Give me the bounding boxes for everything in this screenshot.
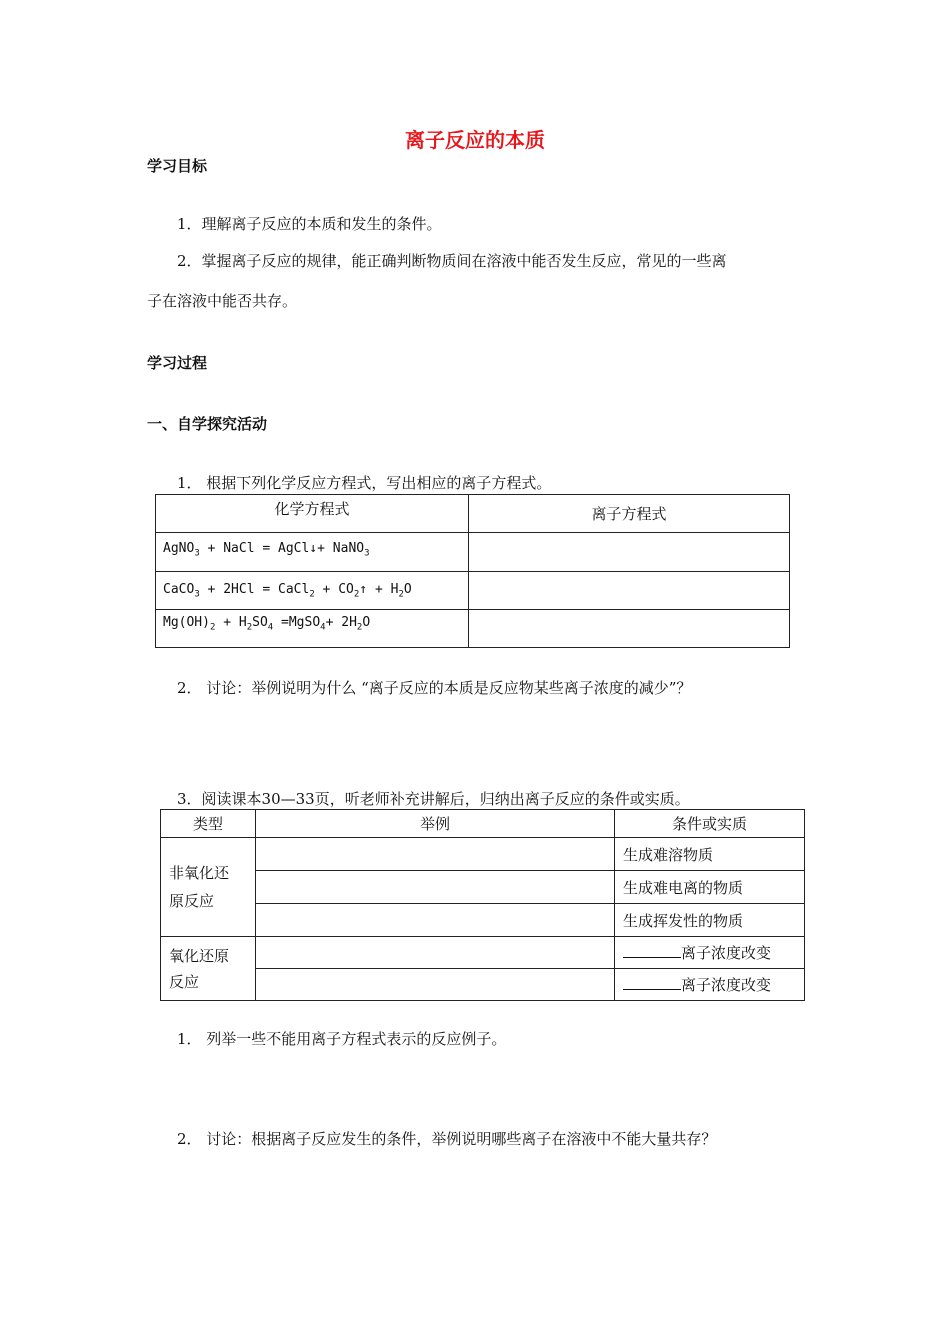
condition-table-header-example: 举例	[256, 810, 615, 838]
practice-2: 2． 讨论：根据离子反应发生的条件，举例说明哪些离子在溶液中不能大量共存？	[177, 1130, 717, 1148]
equation-row-3: $Mg(OH)_2 + H_2SO_4$ =MgSO$_4$+ $2H_2O$	[156, 610, 469, 648]
equation-table	[155, 494, 790, 648]
type-redox: 氧化还原 反应	[161, 937, 256, 1001]
condition-cell-4: 离子浓度改变	[615, 937, 805, 969]
condition-table	[160, 809, 805, 1001]
objective-item-2-line-2: 子在溶液中能否共存。	[147, 292, 298, 310]
objective-item-2-line-1: 2．掌握离子反应的规律，能正确判断物质间在溶液中能否发生反应，常见的一些离	[177, 252, 727, 270]
example-cell-2[interactable]	[256, 871, 615, 904]
question-3: 3．阅读课本30—33页，听老师补充讲解后，归纳出离子反应的条件或实质。	[177, 790, 690, 808]
example-cell-1[interactable]	[256, 838, 615, 871]
section-1-heading: 一、自学探究活动	[147, 415, 268, 433]
example-cell-4[interactable]	[256, 937, 615, 969]
question-2: 2． 讨论：举例说明为什么 “离子反应的本质是反应物某些离子浓度的减少”？	[177, 679, 692, 697]
equation-row-2: CaCO$_3$ + 2HCl = CaCl$_2$ + $CO_2↑ + H_2O$	[156, 572, 469, 610]
condition-cell-1: 生成难溶物质	[615, 838, 805, 871]
fill-in-blank-1[interactable]	[623, 943, 681, 958]
example-cell-3[interactable]	[256, 904, 615, 937]
condition-table-header-type: 类型	[161, 810, 256, 838]
page-title: 离子反应的本质	[405, 128, 545, 152]
fill-in-blank-2[interactable]	[623, 975, 681, 990]
condition-cell-5: 离子浓度改变	[615, 969, 805, 1001]
ionic-answer-cell-2[interactable]	[469, 572, 790, 610]
question-1: 1． 根据下列化学反应方程式，写出相应的离子方程式。	[177, 474, 552, 492]
type-non-redox: 非氧化还 原反应	[161, 838, 256, 937]
example-cell-5[interactable]	[256, 969, 615, 1001]
condition-cell-2: 生成难电离的物质	[615, 871, 805, 904]
ionic-answer-cell-1[interactable]	[469, 533, 790, 572]
condition-cell-3: 生成挥发性的物质	[615, 904, 805, 937]
objectives-heading: 学习目标	[147, 157, 208, 175]
equation-table-header-ionic: 离子方程式	[469, 495, 790, 533]
equation-table-header-chemical: 化学方程式	[156, 495, 469, 533]
practice-1: 1． 列举一些不能用离子方程式表示的反应例子。	[177, 1030, 507, 1048]
process-heading: 学习过程	[147, 354, 208, 372]
equation-row-1: AgNO$_3$ + NaCl = AgCl↓+ NaNO$_3$	[156, 533, 469, 572]
condition-table-header-condition: 条件或实质	[615, 810, 805, 838]
objective-item-1: 1．理解离子反应的本质和发生的条件。	[177, 215, 442, 233]
ionic-answer-cell-3[interactable]	[469, 610, 790, 648]
